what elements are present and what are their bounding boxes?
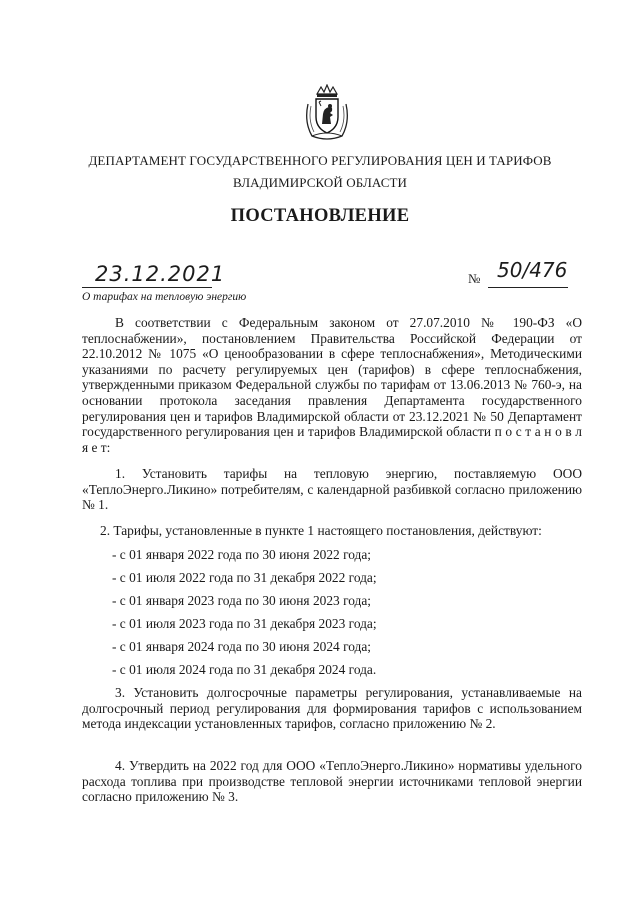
handwritten-number: 50/476 (497, 258, 568, 282)
period-item: - с 01 января 2024 года по 30 июня 2024 года; (112, 639, 372, 654)
handwritten-date: 23.12.2021 (95, 262, 226, 286)
clause-4: 4. Утвердить на 2022 год для ООО «ТеплоЭнерго.Ликино» нормативы удельного расхода топлива при производстве тепловой энергии источниками тепловой энергии согласно приложению № 3. (82, 758, 582, 805)
coat-of-arms-emblem (302, 84, 352, 142)
clause-1: 1. Установить тарифы на тепловую энергию, поставляемую ООО «ТеплоЭнерго.Ликино» потребителям, с календарной разбивкой согласно приложению № 1. (82, 466, 582, 513)
number-sign: № (468, 271, 481, 286)
preamble-paragraph: В соответствии с Федеральным законом от 27.07.2010 № 190-ФЗ «О теплоснабжении», постановлением Правительства Российской Федерации от 22.10.2012 № 1075 «О ценообразовании в сфере теплоснабжения», Методическими указаниями по расчету регулируемых цен (тарифов) в сфере теплоснабжения, утвержденными приказом Федеральной службы по тарифам от 13.06.2013 № 760-э, на основании протокола заседания правления Департамента государственного регулирования цен и тарифов Владимирской области от 23.12.2021 № 50 Департамент государственного регулирования цен и тарифов Владимирской области п о с т а н о в л я е т: (82, 315, 582, 455)
number-underline (488, 287, 568, 288)
department-name-line1: ДЕПАРТАМЕНТ ГОСУДАРСТВЕННОГО РЕГУЛИРОВАНИЯ ЦЕН И ТАРИФОВ (88, 153, 552, 168)
period-item: - с 01 января 2023 года по 30 июня 2023 года; (112, 593, 372, 608)
document-subject: О тарифах на тепловую энергию (82, 291, 247, 303)
document-type-title: ПОСТАНОВЛЕНИЕ (230, 206, 410, 226)
clause-3: 3. Установить долгосрочные параметры регулирования, устанавливаемые на долгосрочный период регулирования для формирования тарифов с использованием метода индексации установленных тарифов, согласно приложению № 2. (82, 685, 582, 732)
period-item: - с 01 января 2022 года по 30 июня 2022 года; (112, 547, 372, 562)
period-item: - с 01 июля 2024 года по 31 декабря 2024 года. (112, 662, 377, 677)
clause-2: 2. Тарифы, установленные в пункте 1 настоящего постановления, действуют: (100, 523, 542, 538)
period-item: - с 01 июля 2023 года по 31 декабря 2023 года; (112, 616, 377, 631)
department-name-line2: ВЛАДИМИРСКОЙ ОБЛАСТИ (232, 175, 408, 190)
date-underline (82, 287, 212, 288)
period-item: - с 01 июля 2022 года по 31 декабря 2022 года; (112, 570, 377, 585)
